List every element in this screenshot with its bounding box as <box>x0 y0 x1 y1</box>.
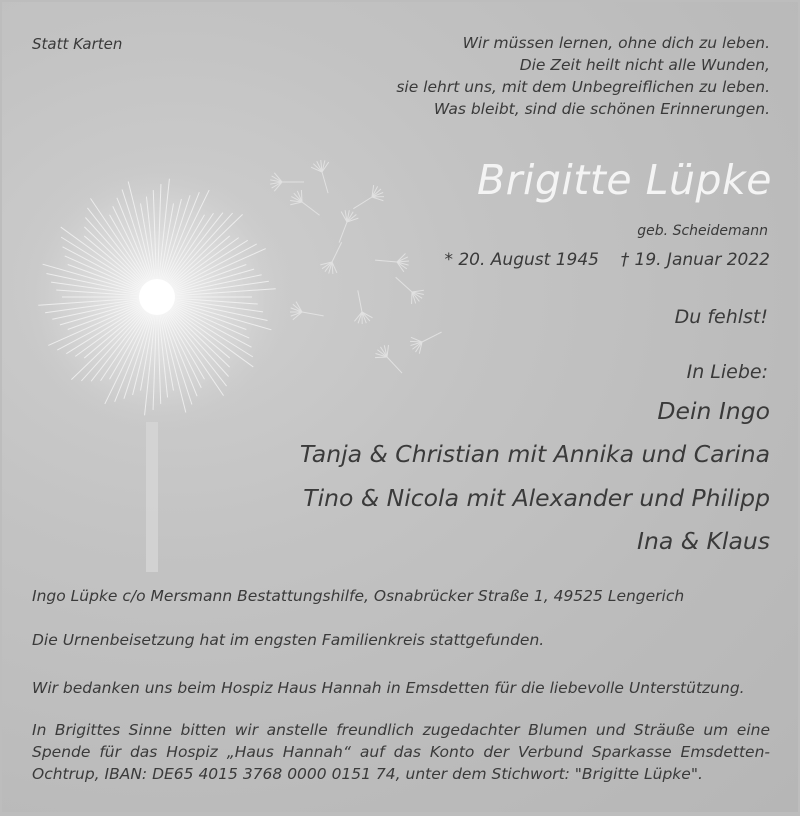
mourner-line: Dein Ingo <box>657 397 770 425</box>
memorial-verse <box>396 32 770 120</box>
thanks-notice: Wir bedanken uns beim Hospiz Haus Hannah in Emsdetten für die liebevolle Unterstützung. <box>32 677 745 699</box>
burial-notice: Die Urnenbeisetzung hat im engsten Familienkreis stattgefunden. <box>32 629 544 651</box>
death-date: † 19. Januar 2022 <box>621 250 770 270</box>
life-dates <box>444 250 770 270</box>
mourner-line: Tino & Nicola mit Alexander und Philipp <box>303 484 770 512</box>
deceased-name: Brigitte Lüpke <box>477 156 772 204</box>
verse-line: sie lehrt uns, mit dem Unbegreiflichen zu leben. <box>396 76 770 98</box>
in-liebe-text: In Liebe: <box>687 361 768 383</box>
statt-karten-label: Statt Karten <box>32 35 122 53</box>
verse-line: Wir müssen lernen, ohne dich zu leben. <box>396 32 770 54</box>
maiden-name: geb. Scheidemann <box>637 223 768 239</box>
donation-request: In Brigittes Sinne bitten wir anstelle freundlich zugedachter Blumen und Sträuße um eine Spende für das Hospiz „Haus Hannah“ auf das Konto der Verbund Sparkasse Emsdetten-Ochtrup, IBAN: DE65 4015 3768 0000 0151 74, unter dem Stichwort: "Brigitte Lüpke". <box>32 719 770 785</box>
contact-address: Ingo Lüpke c/o Mersmann Bestattungshilfe, Osnabrücker Straße 1, 49525 Lengerich <box>32 585 684 607</box>
verse-line: Die Zeit heilt nicht alle Wunden, <box>396 54 770 76</box>
du-fehlst-text: Du fehlst! <box>675 306 768 328</box>
verse-line: Was bleibt, sind die schönen Erinnerungen. <box>396 98 770 120</box>
obituary-card <box>2 2 798 812</box>
birth-date: * 20. August 1945 <box>444 250 599 270</box>
mourner-line: Tanja & Christian mit Annika und Carina <box>300 440 770 468</box>
mourner-line: Ina & Klaus <box>637 527 770 555</box>
